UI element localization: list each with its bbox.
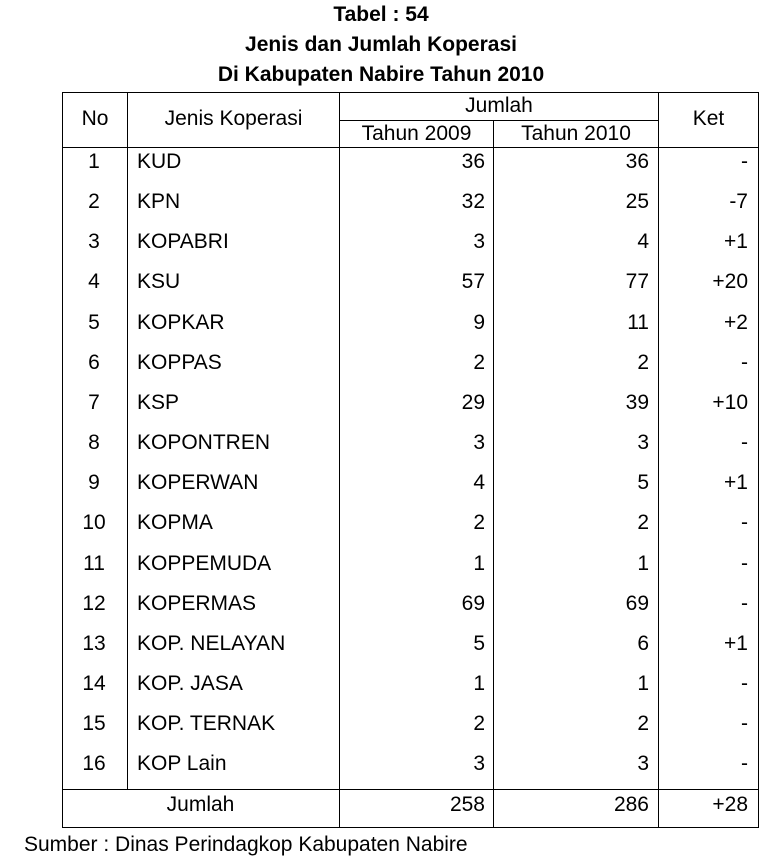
row-tahun-2009: 36 bbox=[461, 150, 485, 173]
row-tahun-2009: 32 bbox=[461, 190, 485, 213]
row-no: 15 bbox=[82, 712, 106, 735]
row-ket: - bbox=[741, 552, 748, 575]
row-tahun-2009: 2 bbox=[473, 351, 485, 374]
total-ket: +28 bbox=[712, 793, 748, 816]
row-tahun-2010: 25 bbox=[625, 190, 649, 213]
rule-top bbox=[62, 92, 759, 93]
row-no: 12 bbox=[82, 592, 106, 615]
table-number: Tabel : 54 bbox=[333, 3, 429, 26]
row-ket: - bbox=[741, 752, 748, 775]
row-tahun-2009: 5 bbox=[473, 632, 485, 655]
row-no: 7 bbox=[88, 391, 100, 414]
row-no: 14 bbox=[82, 672, 106, 695]
row-no: 11 bbox=[83, 552, 105, 575]
row-no: 10 bbox=[82, 511, 106, 534]
row-tahun-2010: 69 bbox=[625, 592, 649, 615]
row-tahun-2010: 6 bbox=[637, 632, 649, 655]
row-jenis: KOPONTREN bbox=[137, 431, 271, 454]
row-jenis: KOP. NELAYAN bbox=[137, 632, 286, 655]
row-ket: +1 bbox=[724, 471, 748, 494]
header-jenis: Jenis Koperasi bbox=[164, 107, 303, 130]
row-jenis: KOPERWAN bbox=[137, 471, 259, 494]
source-note: Sumber : Dinas Perindagkop Kabupaten Nabire bbox=[24, 833, 468, 856]
row-tahun-2009: 29 bbox=[461, 391, 485, 414]
row-tahun-2010: 39 bbox=[625, 391, 649, 414]
row-jenis: KSU bbox=[137, 270, 181, 293]
row-ket: +20 bbox=[712, 270, 748, 293]
row-tahun-2010: 77 bbox=[625, 270, 649, 293]
row-tahun-2009: 4 bbox=[473, 471, 485, 494]
total-2010: 286 bbox=[613, 793, 649, 816]
row-no: 1 bbox=[88, 150, 100, 173]
row-no: 3 bbox=[88, 230, 100, 253]
row-tahun-2009: 1 bbox=[473, 672, 485, 695]
row-jenis: KOP. TERNAK bbox=[137, 712, 276, 735]
row-tahun-2010: 3 bbox=[637, 431, 649, 454]
row-tahun-2009: 9 bbox=[473, 311, 485, 334]
row-jenis: KOPPEMUDA bbox=[137, 552, 272, 575]
row-tahun-2010: 4 bbox=[637, 230, 649, 253]
row-no: 9 bbox=[88, 471, 100, 494]
row-tahun-2010: 2 bbox=[637, 511, 649, 534]
row-tahun-2009: 3 bbox=[473, 752, 485, 775]
row-no: 6 bbox=[88, 351, 100, 374]
row-tahun-2010: 3 bbox=[637, 752, 649, 775]
row-tahun-2009: 57 bbox=[461, 270, 485, 293]
header-tahun-2010: Tahun 2010 bbox=[521, 122, 631, 145]
row-tahun-2010: 36 bbox=[625, 150, 649, 173]
row-tahun-2010: 2 bbox=[637, 712, 649, 735]
row-jenis: KOPMA bbox=[137, 511, 213, 534]
table-title: Jenis dan Jumlah Koperasi bbox=[245, 33, 517, 56]
row-jenis: KPN bbox=[137, 190, 181, 213]
row-ket: -7 bbox=[729, 190, 748, 213]
row-tahun-2010: 5 bbox=[637, 471, 649, 494]
total-2009: 258 bbox=[449, 793, 485, 816]
row-ket: - bbox=[741, 150, 748, 173]
row-ket: - bbox=[741, 431, 748, 454]
row-tahun-2009: 2 bbox=[473, 511, 485, 534]
row-tahun-2010: 1 bbox=[637, 672, 649, 695]
row-jenis: KOPKAR bbox=[137, 311, 225, 334]
row-jenis: KOP. JASA bbox=[137, 672, 243, 695]
row-jenis: KOP Lain bbox=[137, 752, 227, 775]
row-ket: - bbox=[741, 351, 748, 374]
row-no: 8 bbox=[88, 431, 100, 454]
header-ket: Ket bbox=[692, 107, 725, 130]
table-subtitle: Di Kabupaten Nabire Tahun 2010 bbox=[217, 63, 545, 86]
row-jenis: KOPABRI bbox=[137, 230, 229, 253]
row-ket: +10 bbox=[712, 391, 748, 414]
row-tahun-2009: 3 bbox=[473, 431, 485, 454]
header-no: No bbox=[81, 107, 109, 130]
row-tahun-2010: 11 bbox=[627, 311, 649, 334]
row-no: 5 bbox=[88, 311, 100, 334]
header-jumlah: Jumlah bbox=[465, 94, 533, 117]
rule-bottom bbox=[62, 827, 759, 828]
total-label: Jumlah bbox=[166, 793, 235, 816]
row-ket: - bbox=[741, 511, 748, 534]
row-jenis: KOPERMAS bbox=[137, 592, 257, 615]
row-tahun-2009: 1 bbox=[473, 552, 485, 575]
row-tahun-2010: 2 bbox=[637, 351, 649, 374]
row-tahun-2010: 1 bbox=[637, 552, 649, 575]
rule-no-jenis bbox=[127, 92, 128, 790]
row-no: 13 bbox=[82, 632, 106, 655]
row-tahun-2009: 69 bbox=[461, 592, 485, 615]
row-jenis: KUD bbox=[137, 150, 182, 173]
row-tahun-2009: 2 bbox=[473, 712, 485, 735]
header-tahun-2009: Tahun 2009 bbox=[361, 122, 472, 145]
row-ket: +1 bbox=[724, 230, 748, 253]
row-ket: +2 bbox=[724, 311, 748, 334]
row-ket: - bbox=[741, 712, 748, 735]
row-no: 4 bbox=[88, 270, 100, 293]
row-jenis: KSP bbox=[137, 391, 180, 414]
row-tahun-2009: 3 bbox=[473, 230, 485, 253]
rule-jumlah-sub bbox=[339, 120, 659, 121]
rule-right bbox=[758, 92, 759, 828]
row-ket: - bbox=[741, 592, 748, 615]
row-no: 2 bbox=[88, 190, 100, 213]
row-ket: +1 bbox=[724, 632, 748, 655]
row-ket: - bbox=[741, 672, 748, 695]
row-jenis: KOPPAS bbox=[137, 351, 222, 374]
row-no: 16 bbox=[82, 752, 106, 775]
